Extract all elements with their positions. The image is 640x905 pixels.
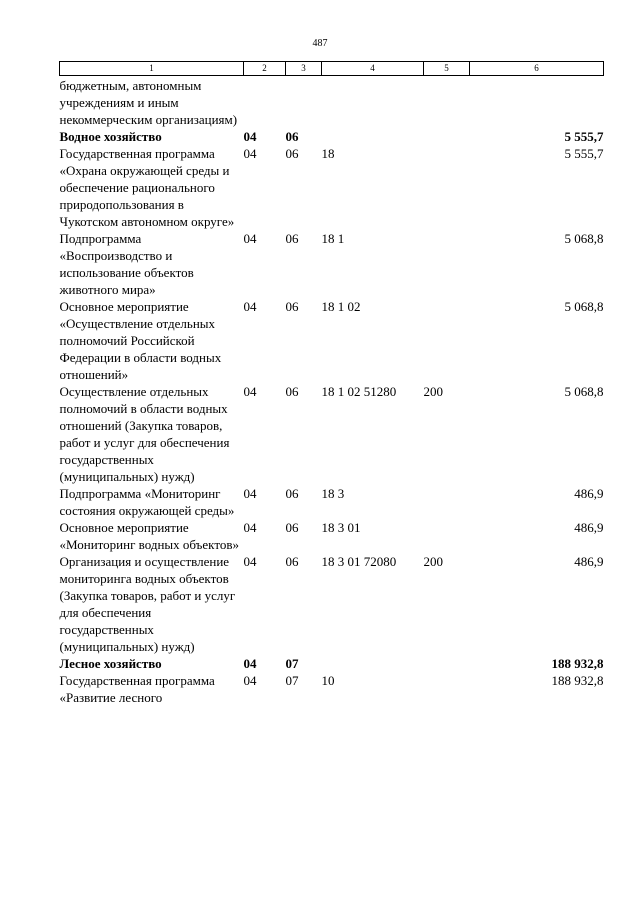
row-target-article: 18 3 01 72080 bbox=[321, 554, 397, 569]
page-number: 487 bbox=[312, 38, 328, 49]
row-name: Подпрограмма «Воспроизводство и использование объектов животного мира» bbox=[59, 231, 194, 297]
row-subsection-code: 06 bbox=[285, 384, 299, 399]
column-header-4: 4 bbox=[322, 62, 424, 76]
row-amount: 5 555,7 bbox=[564, 129, 604, 144]
row-expense-type: 200 bbox=[423, 384, 443, 399]
row-expense-type bbox=[424, 672, 470, 706]
row-subsection-code: 06 bbox=[285, 486, 299, 501]
row-expense-type: 200 bbox=[423, 554, 443, 569]
row-name: Подпрограмма «Мониторинг состояния окружающей среды» bbox=[59, 486, 235, 518]
table-row bbox=[60, 145, 604, 230]
row-expense-type bbox=[424, 145, 470, 230]
row-name: Лесное хозяйство bbox=[59, 656, 162, 671]
row-name: Водное хозяйство bbox=[59, 129, 162, 144]
row-section-code: 04 bbox=[243, 384, 257, 399]
row-subsection-code: 07 bbox=[285, 656, 299, 671]
column-number-row bbox=[60, 62, 604, 76]
row-subsection-code: 06 bbox=[285, 231, 299, 246]
row-target-article: 10 bbox=[321, 673, 335, 688]
table-row bbox=[60, 383, 604, 485]
row-target-article: 18 bbox=[321, 146, 335, 161]
row-target-article bbox=[322, 76, 424, 129]
row-target-article: 18 3 bbox=[321, 486, 345, 501]
row-target-article: 18 3 01 bbox=[321, 520, 361, 535]
budget-table bbox=[59, 61, 604, 706]
row-expense-type bbox=[424, 128, 470, 145]
row-section-code: 04 bbox=[243, 231, 257, 246]
row-section-code: 04 bbox=[243, 486, 257, 501]
column-header-1: 1 bbox=[60, 62, 244, 76]
row-expense-type bbox=[424, 298, 470, 383]
row-target-article bbox=[322, 655, 424, 672]
row-amount: 5 068,8 bbox=[564, 231, 604, 246]
table-row bbox=[60, 553, 604, 655]
row-section-code: 04 bbox=[243, 520, 257, 535]
row-section-code: 04 bbox=[243, 299, 257, 314]
row-expense-type bbox=[424, 519, 470, 553]
row-subsection-code: 06 bbox=[285, 129, 299, 144]
table-row bbox=[60, 655, 604, 672]
row-amount: 188 932,8 bbox=[551, 656, 604, 671]
row-subsection-code: 06 bbox=[285, 554, 299, 569]
table-row bbox=[60, 485, 604, 519]
row-amount: 5 555,7 bbox=[564, 146, 604, 161]
row-target-article: 18 1 02 51280 bbox=[321, 384, 397, 399]
row-section-code bbox=[244, 76, 286, 129]
row-subsection-code: 06 bbox=[285, 146, 299, 161]
row-subsection-code: 06 bbox=[285, 299, 299, 314]
row-amount: 5 068,8 bbox=[564, 299, 604, 314]
row-section-code: 04 bbox=[243, 146, 257, 161]
row-subsection-code: 06 bbox=[285, 520, 299, 535]
row-section-code: 04 bbox=[243, 554, 257, 569]
row-expense-type bbox=[424, 230, 470, 298]
row-name: Осуществление отдельных полномочий в области водных отношений (Закупка товаров, работ и услуг для обеспечения государственных (муниципальных) нужд) bbox=[59, 384, 230, 484]
column-header-5: 5 bbox=[424, 62, 470, 76]
row-amount: 5 068,8 bbox=[564, 384, 604, 399]
row-target-article bbox=[322, 128, 424, 145]
row-amount: 486,9 bbox=[574, 520, 604, 535]
table-row bbox=[60, 76, 604, 129]
row-section-code: 04 bbox=[243, 129, 257, 144]
column-header-3: 3 bbox=[286, 62, 322, 76]
row-section-code: 04 bbox=[243, 656, 257, 671]
row-subsection-code bbox=[286, 76, 322, 129]
row-subsection-code: 07 bbox=[285, 673, 299, 688]
row-target-article: 18 1 bbox=[321, 231, 345, 246]
row-expense-type bbox=[424, 76, 470, 129]
table-body bbox=[60, 76, 604, 707]
row-expense-type bbox=[424, 485, 470, 519]
row-target-article: 18 1 02 bbox=[321, 299, 361, 314]
row-name: Государственная программа «Охрана окружающей среды и обеспечение рационального природопользования в Чукотском автономном округе» bbox=[59, 146, 235, 229]
row-name: Государственная программа «Развитие лесного bbox=[59, 673, 215, 705]
row-amount: 486,9 bbox=[574, 486, 604, 501]
table-row bbox=[60, 519, 604, 553]
row-name: Основное мероприятие «Мониторинг водных объектов» bbox=[59, 520, 239, 552]
row-section-code: 04 bbox=[243, 673, 257, 688]
row-name: бюджетным, автономным учреждениям и иным некоммерческим организациям) bbox=[59, 78, 238, 127]
row-amount: 188 932,8 bbox=[551, 673, 604, 688]
column-header-6: 6 bbox=[470, 62, 604, 76]
row-name: Организация и осуществление мониторинга водных объектов (Закупка товаров, работ и услуг для обеспечения государственных (муниципальных) нужд) bbox=[59, 554, 236, 654]
row-amount: 486,9 bbox=[574, 554, 604, 569]
table-row bbox=[60, 230, 604, 298]
row-expense-type bbox=[424, 655, 470, 672]
table-row bbox=[60, 298, 604, 383]
table-row bbox=[60, 672, 604, 706]
row-name: Основное мероприятие «Осуществление отдельных полномочий Российской Федерации в области водных отношений» bbox=[59, 299, 222, 382]
column-header-2: 2 bbox=[244, 62, 286, 76]
row-amount bbox=[470, 76, 604, 129]
table-row bbox=[60, 128, 604, 145]
